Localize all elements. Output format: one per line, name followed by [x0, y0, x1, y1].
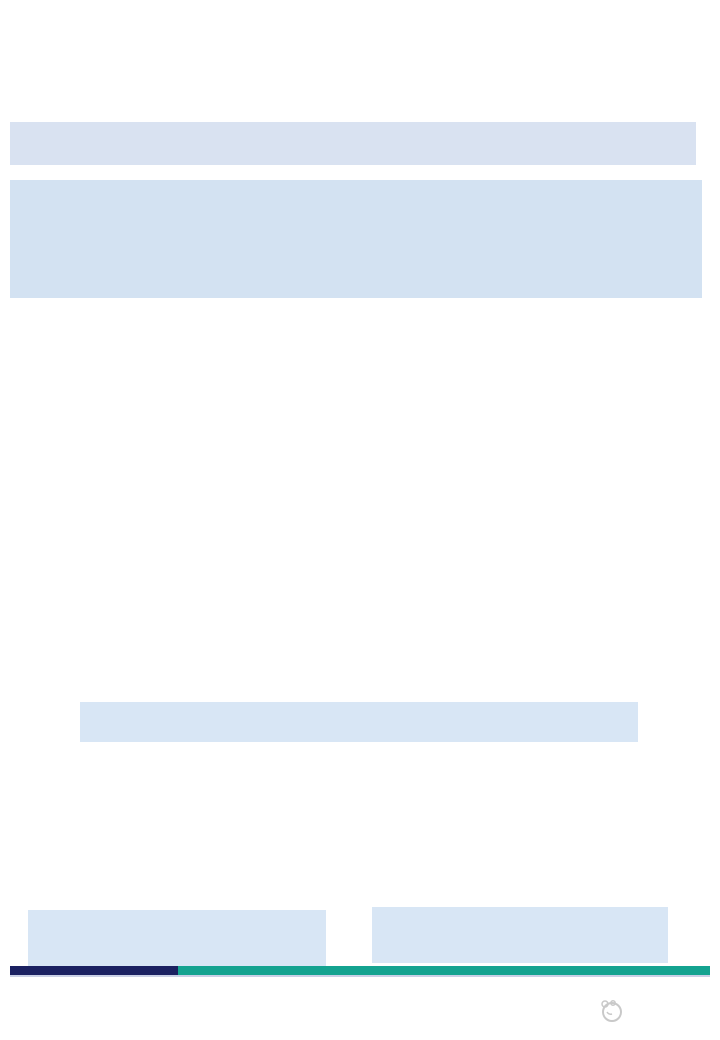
divider-teal: [178, 966, 710, 975]
divider-navy: [10, 966, 178, 975]
cd4-tcell-flowgrid: [390, 746, 652, 908]
watermark-panda-icon: [598, 998, 624, 1024]
caption-eosinophils: [80, 702, 638, 742]
caption-dc: [28, 910, 326, 968]
watermark: [598, 998, 630, 1024]
journal-bar: [10, 122, 696, 165]
summary-text: [10, 180, 702, 298]
spleen-eosinophil-barchart: [86, 508, 331, 700]
blood-eosinophil-barchart: [318, 508, 558, 700]
dc-maturation-flowgrid: [76, 746, 338, 908]
caption-cd4t: [372, 907, 668, 963]
mhc2-siglecf-scatter: [423, 316, 611, 506]
gr1-f480-scatter: [243, 316, 431, 506]
divider-underline: [10, 975, 710, 977]
cd11b-histogram: [62, 316, 262, 506]
